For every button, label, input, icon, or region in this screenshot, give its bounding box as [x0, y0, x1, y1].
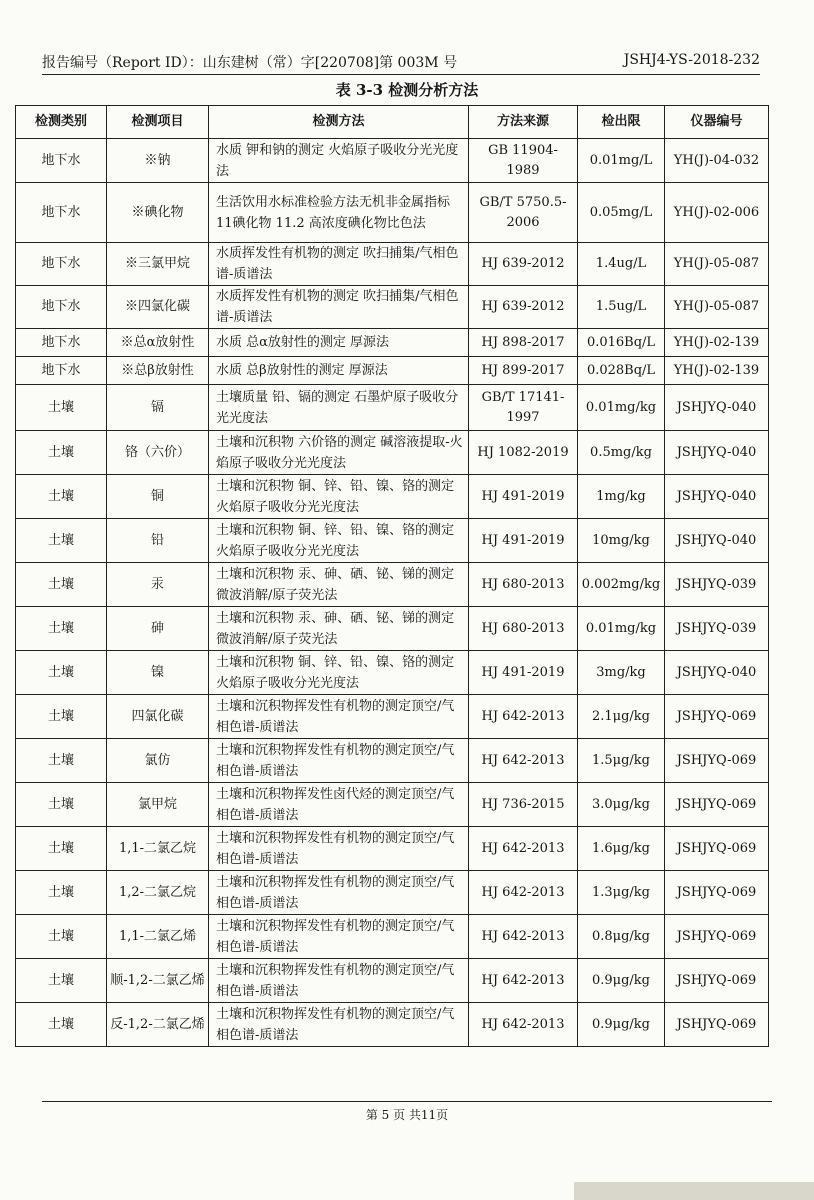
instrument-cell: JSHJYQ-069: [665, 1003, 769, 1047]
method-cell: 土壤和沉积物 铜、锌、铅、镍、铬的测定 火焰原子吸收分光光度法: [209, 519, 469, 563]
table-row: [16, 519, 769, 563]
method-cell: 水质 总α放射性的测定 厚源法: [209, 329, 469, 357]
source-cell: HJ 642-2013: [469, 695, 578, 739]
instrument-cell: JSHJYQ-069: [665, 827, 769, 871]
item-cell: ※总β放射性: [107, 357, 209, 385]
method-cell: 生活饮用水标准检验方法无机非金属指标 11碘化物 11.2 高浓度碘化物比色法: [209, 183, 469, 243]
category-cell: 土壤: [16, 1003, 107, 1047]
category-cell: 地下水: [16, 286, 107, 329]
table-title: 表 3-3 检测分析方法: [335, 81, 479, 99]
instrument-cell: JSHJYQ-069: [665, 959, 769, 1003]
column-header: 检测方法: [209, 106, 469, 139]
instrument-cell: YH(J)-04-032: [665, 139, 769, 183]
table-row: [16, 871, 769, 915]
limit-cell: 0.9μg/kg: [578, 959, 665, 1003]
item-cell: 1,1-二氯乙烯: [107, 915, 209, 959]
instrument-cell: YH(J)-02-006: [665, 183, 769, 243]
source-cell: HJ 680-2013: [469, 607, 578, 651]
table-row: [16, 915, 769, 959]
source-cell: HJ 680-2013: [469, 563, 578, 607]
limit-cell: 1.5ug/L: [578, 286, 665, 329]
category-cell: 土壤: [16, 607, 107, 651]
source-cell: HJ 898-2017: [469, 329, 578, 357]
table-row: [16, 385, 769, 431]
limit-cell: 1.3μg/kg: [578, 871, 665, 915]
table-row: [16, 783, 769, 827]
item-cell: ※三氯甲烷: [107, 243, 209, 286]
item-cell: 顺-1,2-二氯乙烯: [107, 959, 209, 1003]
report-header: [42, 50, 760, 74]
table-row: [16, 959, 769, 1003]
category-cell: 土壤: [16, 783, 107, 827]
limit-cell: 3.0μg/kg: [578, 783, 665, 827]
document-code: JSHJ4-YS-2018-232: [623, 52, 760, 68]
source-cell: HJ 491-2019: [469, 651, 578, 695]
category-cell: 土壤: [16, 519, 107, 563]
table-row: [16, 739, 769, 783]
method-cell: 土壤和沉积物挥发性有机物的测定顶空/气相色谱-质谱法: [209, 739, 469, 783]
item-cell: ※总α放射性: [107, 329, 209, 357]
source-cell: HJ 642-2013: [469, 959, 578, 1003]
method-cell: 土壤和沉积物挥发性有机物的测定顶空/气相色谱-质谱法: [209, 827, 469, 871]
item-cell: 铜: [107, 475, 209, 519]
column-header: 方法来源: [469, 106, 578, 139]
item-cell: 1,2-二氯乙烷: [107, 871, 209, 915]
category-cell: 土壤: [16, 695, 107, 739]
limit-cell: 0.01mg/kg: [578, 607, 665, 651]
source-cell: HJ 642-2013: [469, 1003, 578, 1047]
scan-shadow: [574, 1182, 814, 1200]
category-cell: 土壤: [16, 739, 107, 783]
method-cell: 土壤和沉积物 六价铬的测定 碱溶液提取-火焰原子吸收分光光度法: [209, 431, 469, 475]
category-cell: 地下水: [16, 243, 107, 286]
footer-divider: [42, 1101, 772, 1102]
item-cell: 镍: [107, 651, 209, 695]
limit-cell: 1mg/kg: [578, 475, 665, 519]
source-cell: HJ 639-2012: [469, 286, 578, 329]
item-cell: 镉: [107, 385, 209, 431]
instrument-cell: YH(J)-05-087: [665, 243, 769, 286]
limit-cell: 0.016Bq/L: [578, 329, 665, 357]
method-cell: 土壤和沉积物挥发性有机物的测定顶空/气相色谱-质谱法: [209, 915, 469, 959]
item-cell: ※四氯化碳: [107, 286, 209, 329]
item-cell: ※碘化物: [107, 183, 209, 243]
column-header: 仪器编号: [665, 106, 769, 139]
source-cell: HJ 642-2013: [469, 871, 578, 915]
instrument-cell: JSHJYQ-069: [665, 871, 769, 915]
table-row: [16, 329, 769, 357]
method-cell: 水质挥发性有机物的测定 吹扫捕集/气相色谱-质谱法: [209, 243, 469, 286]
instrument-cell: YH(J)-05-087: [665, 286, 769, 329]
instrument-cell: JSHJYQ-039: [665, 607, 769, 651]
limit-cell: 1.5μg/kg: [578, 739, 665, 783]
method-cell: 土壤和沉积物 铜、锌、铅、镍、铬的测定 火焰原子吸收分光光度法: [209, 651, 469, 695]
instrument-cell: YH(J)-02-139: [665, 329, 769, 357]
column-header: 检测类别: [16, 106, 107, 139]
method-cell: 土壤和沉积物 汞、砷、硒、铋、锑的测定 微波消解/原子荧光法: [209, 563, 469, 607]
instrument-cell: JSHJYQ-040: [665, 385, 769, 431]
instrument-cell: JSHJYQ-040: [665, 651, 769, 695]
limit-cell: 0.8μg/kg: [578, 915, 665, 959]
page-number: 第 5 页 共11页: [365, 1108, 449, 1122]
limit-cell: 1.4ug/L: [578, 243, 665, 286]
method-cell: 土壤和沉积物挥发性有机物的测定顶空/气相色谱-质谱法: [209, 1003, 469, 1047]
item-cell: 砷: [107, 607, 209, 651]
category-cell: 土壤: [16, 563, 107, 607]
source-cell: HJ 639-2012: [469, 243, 578, 286]
source-cell: HJ 491-2019: [469, 475, 578, 519]
table-row: [16, 139, 769, 183]
source-cell: HJ 736-2015: [469, 783, 578, 827]
instrument-cell: JSHJYQ-039: [665, 563, 769, 607]
header-divider: [42, 74, 760, 75]
limit-cell: 0.01mg/L: [578, 139, 665, 183]
table-row: [16, 651, 769, 695]
source-cell: HJ 642-2013: [469, 915, 578, 959]
source-cell: GB/T 17141-1997: [469, 385, 578, 431]
category-cell: 土壤: [16, 431, 107, 475]
source-cell: HJ 899-2017: [469, 357, 578, 385]
method-cell: 土壤和沉积物挥发性有机物的测定顶空/气相色谱-质谱法: [209, 871, 469, 915]
table-header-row: [16, 106, 769, 139]
category-cell: 土壤: [16, 475, 107, 519]
method-cell: 土壤和沉积物挥发性有机物的测定顶空/气相色谱-质谱法: [209, 959, 469, 1003]
item-cell: 1,1-二氯乙烷: [107, 827, 209, 871]
category-cell: 土壤: [16, 871, 107, 915]
method-cell: 水质 钾和钠的测定 火焰原子吸收分光光度法: [209, 139, 469, 183]
table-row: [16, 183, 769, 243]
limit-cell: 0.028Bq/L: [578, 357, 665, 385]
instrument-cell: JSHJYQ-069: [665, 783, 769, 827]
source-cell: GB/T 5750.5-2006: [469, 183, 578, 243]
item-cell: 四氯化碳: [107, 695, 209, 739]
category-cell: 土壤: [16, 915, 107, 959]
method-cell: 土壤和沉积物 汞、砷、硒、铋、锑的测定 微波消解/原子荧光法: [209, 607, 469, 651]
limit-cell: 3mg/kg: [578, 651, 665, 695]
instrument-cell: JSHJYQ-040: [665, 475, 769, 519]
method-cell: 土壤和沉积物挥发性有机物的测定顶空/气相色谱-质谱法: [209, 695, 469, 739]
table-row: [16, 607, 769, 651]
category-cell: 地下水: [16, 329, 107, 357]
table-row: [16, 431, 769, 475]
column-header: 检测项目: [107, 106, 209, 139]
instrument-cell: YH(J)-02-139: [665, 357, 769, 385]
source-cell: HJ 642-2013: [469, 739, 578, 783]
table-row: [16, 827, 769, 871]
category-cell: 地下水: [16, 183, 107, 243]
method-cell: 土壤和沉积物 铜、锌、铅、镍、铬的测定 火焰原子吸收分光光度法: [209, 475, 469, 519]
category-cell: 地下水: [16, 139, 107, 183]
source-cell: GB 11904-1989: [469, 139, 578, 183]
table-row: [16, 357, 769, 385]
limit-cell: 0.5mg/kg: [578, 431, 665, 475]
category-cell: 土壤: [16, 385, 107, 431]
limit-cell: 0.002mg/kg: [578, 563, 665, 607]
table-row: [16, 695, 769, 739]
method-cell: 土壤和沉积物挥发性卤代烃的测定顶空/气相色谱-质谱法: [209, 783, 469, 827]
item-cell: 汞: [107, 563, 209, 607]
limit-cell: 0.05mg/L: [578, 183, 665, 243]
instrument-cell: JSHJYQ-040: [665, 519, 769, 563]
item-cell: 氯甲烷: [107, 783, 209, 827]
category-cell: 土壤: [16, 651, 107, 695]
table-row: [16, 563, 769, 607]
instrument-cell: JSHJYQ-069: [665, 915, 769, 959]
table-row: [16, 243, 769, 286]
item-cell: 反-1,2-二氯乙烯: [107, 1003, 209, 1047]
report-id: 报告编号（Report ID）：山东建树（常）字[220708]第 003M 号: [42, 55, 458, 71]
table-row: [16, 1003, 769, 1047]
source-cell: HJ 1082-2019: [469, 431, 578, 475]
instrument-cell: JSHJYQ-040: [665, 431, 769, 475]
column-header: 检出限: [578, 106, 665, 139]
method-cell: 土壤质量 铅、镉的测定 石墨炉原子吸收分光光度法: [209, 385, 469, 431]
methods-table: [15, 105, 769, 1047]
instrument-cell: JSHJYQ-069: [665, 739, 769, 783]
category-cell: 土壤: [16, 827, 107, 871]
method-cell: 水质 总β放射性的测定 厚源法: [209, 357, 469, 385]
item-cell: 铬（六价）: [107, 431, 209, 475]
item-cell: 铅: [107, 519, 209, 563]
source-cell: HJ 642-2013: [469, 827, 578, 871]
limit-cell: 0.01mg/kg: [578, 385, 665, 431]
item-cell: ※钠: [107, 139, 209, 183]
limit-cell: 2.1μg/kg: [578, 695, 665, 739]
category-cell: 土壤: [16, 959, 107, 1003]
source-cell: HJ 491-2019: [469, 519, 578, 563]
item-cell: 氯仿: [107, 739, 209, 783]
method-cell: 水质挥发性有机物的测定 吹扫捕集/气相色谱-质谱法: [209, 286, 469, 329]
table-row: [16, 286, 769, 329]
limit-cell: 0.9μg/kg: [578, 1003, 665, 1047]
limit-cell: 10mg/kg: [578, 519, 665, 563]
table-row: [16, 475, 769, 519]
instrument-cell: JSHJYQ-069: [665, 695, 769, 739]
category-cell: 地下水: [16, 357, 107, 385]
limit-cell: 1.6μg/kg: [578, 827, 665, 871]
